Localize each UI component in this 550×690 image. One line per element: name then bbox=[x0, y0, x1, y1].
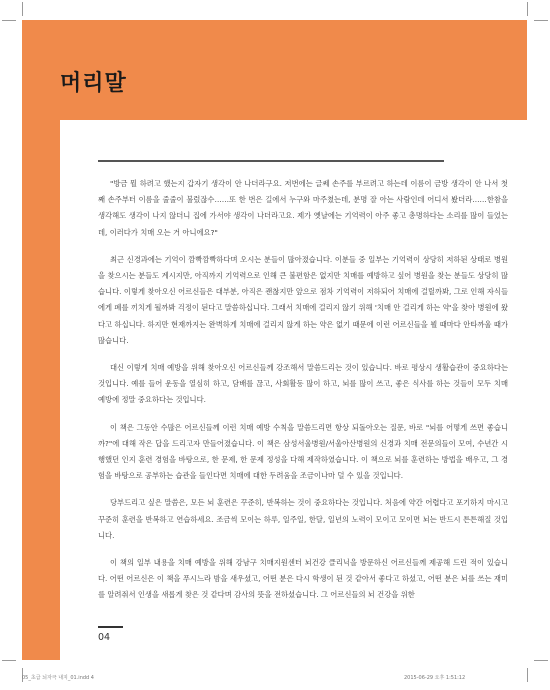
paragraph: 최근 신경과에는 기억이 깜빡깜빡하다며 오시는 분들이 많아졌습니다. 이분들 중 일부는 기억력이 상당히 저하된 상태로 병원을 찾으시는 분들도 계시지만, 아직까지 기억력으로 인해 큰 불편함은 없지만 치매를 예방하고 싶어 병원을 찾는 분들도 상당히 많습니다. 이렇게 찾아오신 어르신들은 대부분, 아직은 괜찮지만 앞으로 점차 기억력이 저하되어 치매에 걸릴까봐, 그로 인해 자식들에게 폐를 끼치게 될까봐 걱정이 된다고 말씀하십니다. 그래서 치매에 걸리지 않기 위해 '치매 안 걸리게 하는 약'을 찾아 병원에 왔다고 하십니다. 하지만 현재까지는 완벽하게 치매에 걸리지 않게 하는 약은 없기 때문에 이런 어르신들을 뵐 때마다 안타까울 때가 많습니다. bbox=[98, 254, 508, 345]
paragraph: 당부드리고 싶은 말씀은, 모든 뇌 훈련은 꾸준히, 반복하는 것이 중요하다는 것입니다. 처음에 약간 어렵다고 포기하지 마시고 꾸준히 훈련을 반복하고 연습하세요. 조금씩 모이는 하루, 일주일, 한달, 일년의 노력이 모이고 모이면 뇌는 반드시 튼튼해질 것입니다. bbox=[98, 498, 508, 540]
paragraph: 이 책은 그동안 수많은 어르신들께 이런 치매 예방 수칙을 말씀드리면 항상 되돌아오는 질문, 바로 "뇌를 어떻게 쓰면 좋습니까?"에 대해 작은 답을 드리고자 만들어졌습니다. 이 책은 삼성서울병원/서울아산병원의 신경과 치매 전문의들이 모여, 수년간 시행했던 인지 훈련 경험을 바탕으로, 한 문제, 한 문제 정성을 다해 제작하였습니다. 이 책으로 뇌를 훈련하는 방법을 배우고, 그 경험을 바탕으로 공부하는 습관을 들인다면 치매에 대한 두려움을 조금이나마 덜 수 있을 것입니다. bbox=[98, 422, 508, 481]
page-number: 04 bbox=[98, 632, 111, 643]
crop-mark bbox=[534, 660, 548, 661]
print-file-info: 05_초급 뇌자극 내지_01.indd 4 bbox=[22, 675, 94, 681]
paragraph: 대신 이렇게 치매 예방을 위해 찾아오신 어르신들께 강조해서 말씀드리는 것이 있습니다. 바로 평상시 생활습관이 중요하다는 것입니다. 예를 들어 운동을 열심히 하고, 담배를 끊고, 사회활동 많이 하고, 뇌를 많이 쓰고, 좋은 식사를 하는 것들이 모두 치매 예방에 정말 중요하다는 것입니다. bbox=[98, 363, 508, 405]
crop-mark bbox=[527, 668, 528, 682]
crop-mark bbox=[2, 20, 16, 21]
top-divider bbox=[98, 160, 444, 162]
crop-mark bbox=[22, 2, 23, 16]
crop-mark bbox=[2, 660, 16, 661]
page-title: 머리말 bbox=[60, 71, 127, 96]
paragraph: 이 책의 일부 내용을 치매 예방을 위해 강남구 치매지원센터 뇌건강 클리닉을 방문하신 어르신들께 제공해 드린 적이 있습니다. 어떤 어르신은 이 책을 푸시느라 밤을 새우셨고, 어떤 분은 다시 학생이 된 것 같아서 좋다고 하셨고, 어떤 분은 뇌를 쓰는 재미를 알려줘서 인생을 새롭게 찾은 것 같다며 감사의 뜻을 전하셨습니다. 그 어르신들의 뇌 건강을 위한 bbox=[98, 558, 508, 600]
crop-mark bbox=[534, 20, 548, 21]
print-date-info: 2015-06-29 오후 1:51:12 bbox=[404, 675, 466, 681]
preface-body bbox=[98, 176, 508, 615]
header-band bbox=[22, 20, 527, 120]
book-page bbox=[22, 20, 527, 660]
paragraph: "방금 뭘 하려고 했는지 갑자기 생각이 안 나더라구요. 저번에는 글쎄 손주를 부르려고 하는데 이름이 금방 생각이 안 나서 첫째 손주부터 이름을 줄줄이 불렀잖수……또 한 번은 길에서 누구와 마주쳤는데, 분명 잘 아는 사람인데 어디서 봤더라……한참을 생각해도 생각이 나지 않더니 집에 가서야 생각이 나더라고요. 제가 옛날에는 기억력이 아주 좋고 총명하다는 소리를 많이 들었는데, 이러다가 치매 오는 거 아니에요?" bbox=[98, 179, 508, 237]
page-number-divider bbox=[98, 626, 123, 628]
crop-mark bbox=[527, 2, 528, 16]
content-panel bbox=[60, 120, 527, 660]
